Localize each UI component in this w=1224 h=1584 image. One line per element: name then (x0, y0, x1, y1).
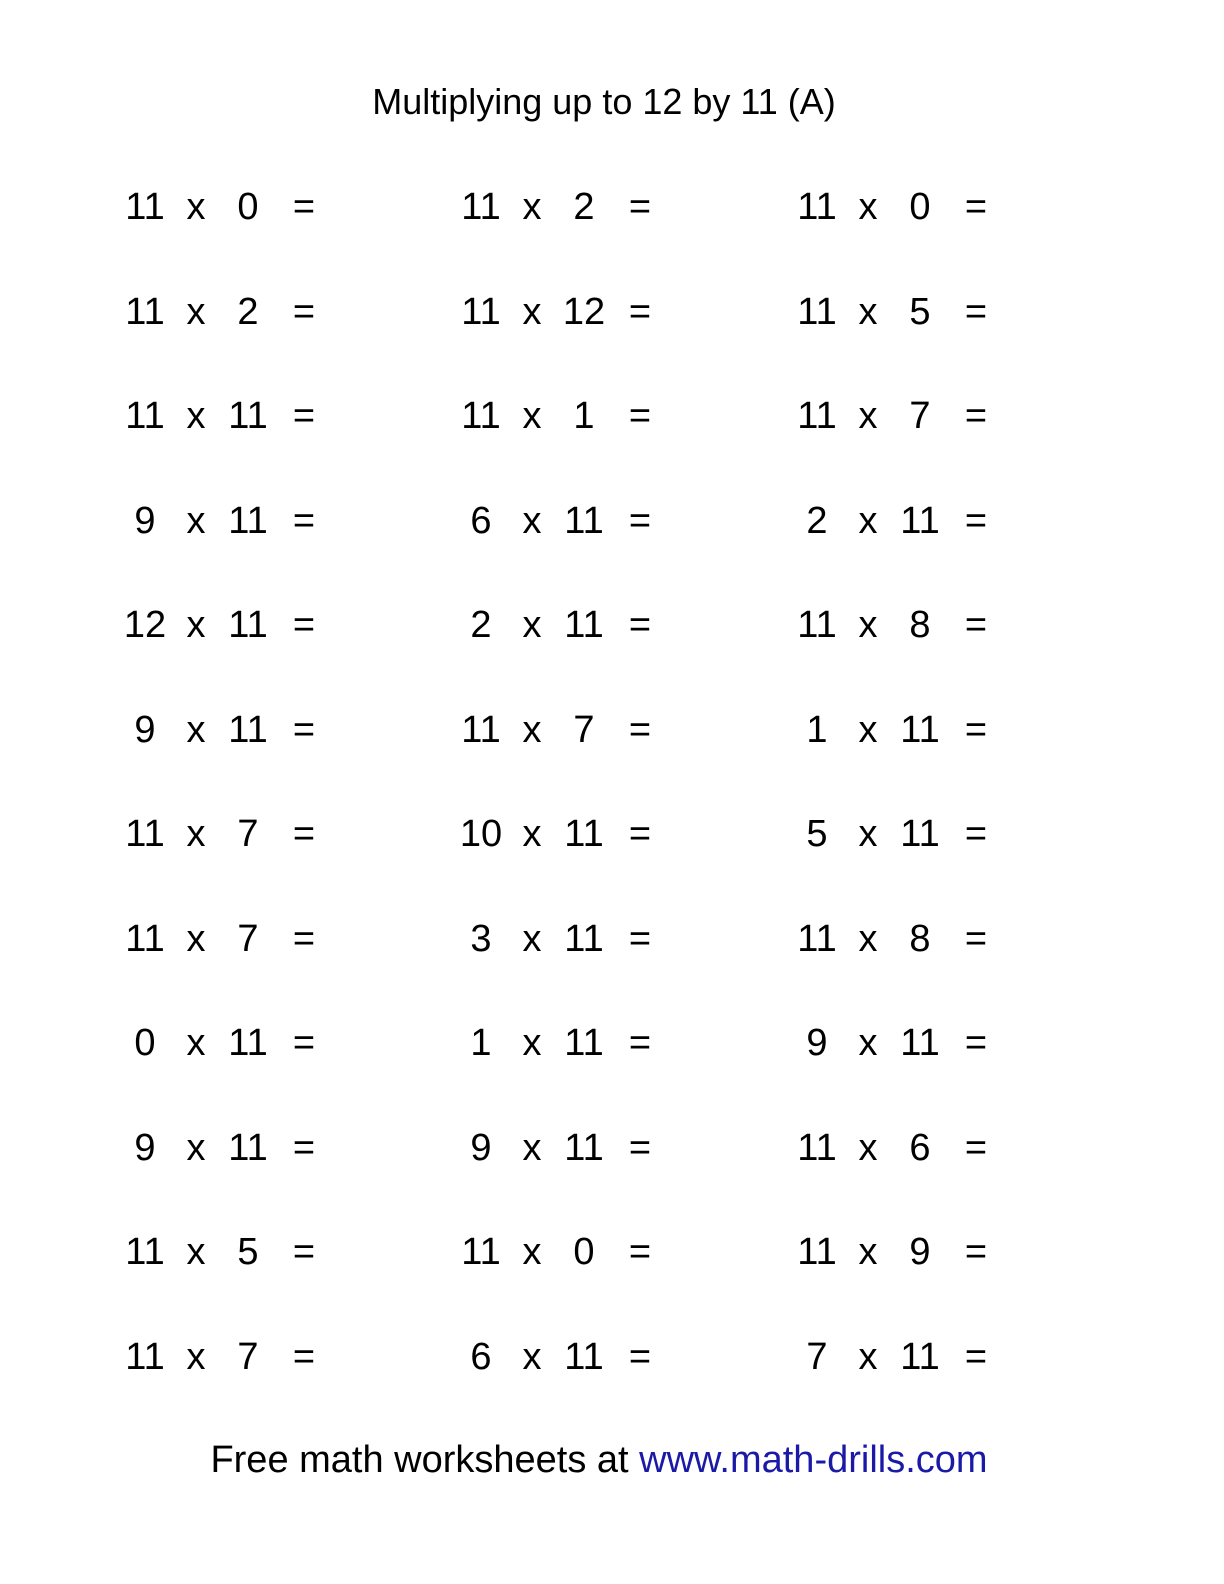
factor-a: 6 (470, 1335, 492, 1378)
factor-b: 1 (573, 395, 595, 437)
factor-a: 11 (125, 917, 165, 960)
equals-sign: = (964, 290, 988, 333)
equals-sign: = (292, 604, 316, 646)
factor-b: 5 (237, 1231, 259, 1273)
equals-sign: = (628, 395, 652, 437)
times-sign: x (858, 1022, 878, 1064)
factor-a: 9 (470, 1126, 492, 1169)
factor-a: 7 (806, 1335, 828, 1378)
times-sign: x (858, 604, 878, 646)
factor-a: 11 (461, 708, 501, 751)
factor-b: 9 (909, 1231, 931, 1273)
equals-sign: = (292, 395, 316, 437)
equals-sign: = (628, 290, 652, 333)
factor-b: 2 (237, 290, 259, 333)
times-sign: x (858, 186, 878, 228)
times-sign: x (186, 395, 206, 437)
times-sign: x (858, 1231, 878, 1273)
equals-sign: = (292, 1231, 316, 1273)
factor-a: 11 (797, 1126, 837, 1169)
factor-b: 11 (228, 604, 268, 646)
times-sign: x (522, 1126, 542, 1169)
times-sign: x (858, 1126, 878, 1169)
factor-b: 8 (909, 604, 931, 646)
factor-a: 3 (470, 917, 492, 960)
factor-a: 12 (123, 604, 167, 646)
equals-sign: = (628, 813, 652, 855)
math-drills-link[interactable]: www.math-drills.com (639, 1439, 988, 1481)
equals-sign: = (292, 1126, 316, 1169)
factor-b: 11 (228, 708, 268, 751)
equals-sign: = (964, 1126, 988, 1169)
equals-sign: = (964, 1022, 988, 1064)
factor-a: 1 (470, 1022, 492, 1064)
problem-row (0, 392, 1224, 497)
factor-a: 11 (125, 1335, 165, 1378)
factor-b: 11 (564, 1126, 604, 1169)
problem-row (0, 915, 1224, 1020)
problem-row (0, 497, 1224, 602)
factor-a: 11 (125, 186, 165, 228)
factor-a: 11 (125, 395, 165, 437)
factor-a: 9 (134, 499, 156, 542)
factor-b: 7 (237, 917, 259, 960)
times-sign: x (186, 186, 206, 228)
factor-b: 11 (900, 708, 940, 751)
times-sign: x (522, 1335, 542, 1378)
factor-b: 11 (228, 499, 268, 542)
factor-a: 11 (797, 290, 837, 333)
problem-row (0, 1124, 1224, 1229)
factor-a: 10 (459, 813, 503, 855)
times-sign: x (858, 499, 878, 542)
equals-sign: = (292, 1335, 316, 1378)
factor-b: 0 (909, 186, 931, 228)
factor-a: 11 (461, 1231, 501, 1273)
times-sign: x (858, 917, 878, 960)
factor-a: 2 (806, 499, 828, 542)
factor-a: 11 (461, 290, 501, 333)
equals-sign: = (292, 1022, 316, 1064)
times-sign: x (186, 813, 206, 855)
times-sign: x (186, 708, 206, 751)
factor-b: 11 (564, 813, 604, 855)
equals-sign: = (628, 917, 652, 960)
times-sign: x (522, 604, 542, 646)
factor-a: 2 (470, 604, 492, 646)
factor-b: 11 (900, 813, 940, 855)
worksheet-title: Multiplying up to 12 by 11 (A) (372, 81, 836, 122)
factor-b: 11 (564, 1022, 604, 1064)
times-sign: x (186, 1335, 206, 1378)
problem-row (0, 601, 1224, 706)
factor-a: 9 (806, 1022, 828, 1064)
equals-sign: = (292, 917, 316, 960)
equals-sign: = (964, 1231, 988, 1273)
problem-row (0, 1228, 1224, 1333)
factor-a: 11 (461, 395, 501, 437)
factor-b: 7 (237, 1335, 259, 1378)
factor-b: 11 (228, 395, 268, 437)
equals-sign: = (628, 604, 652, 646)
times-sign: x (858, 813, 878, 855)
factor-a: 11 (797, 604, 837, 646)
equals-sign: = (964, 499, 988, 542)
factor-a: 6 (470, 499, 492, 542)
times-sign: x (186, 499, 206, 542)
factor-b: 11 (228, 1126, 268, 1169)
equals-sign: = (292, 813, 316, 855)
equals-sign: = (964, 395, 988, 437)
factor-b: 11 (900, 499, 940, 542)
factor-a: 11 (125, 290, 165, 333)
factor-a: 1 (806, 708, 828, 751)
footer-text: Free math worksheets at (210, 1439, 640, 1481)
equals-sign: = (292, 290, 316, 333)
factor-b: 0 (573, 1231, 595, 1273)
factor-a: 11 (797, 186, 837, 228)
equals-sign: = (628, 1335, 652, 1378)
times-sign: x (186, 1022, 206, 1064)
factor-a: 5 (806, 813, 828, 855)
equals-sign: = (628, 1126, 652, 1169)
footer (0, 1436, 1198, 1484)
problem-row (0, 1019, 1224, 1124)
equals-sign: = (964, 708, 988, 751)
factor-b: 11 (564, 604, 604, 646)
equals-sign: = (964, 917, 988, 960)
equals-sign: = (628, 499, 652, 542)
factor-b: 11 (564, 499, 604, 542)
factor-b: 7 (909, 395, 931, 437)
problem-row (0, 288, 1224, 393)
equals-sign: = (964, 186, 988, 228)
problem-grid (0, 183, 1224, 1437)
times-sign: x (522, 1231, 542, 1273)
equals-sign: = (628, 1022, 652, 1064)
factor-b: 7 (573, 708, 595, 751)
equals-sign: = (964, 1335, 988, 1378)
equals-sign: = (292, 708, 316, 751)
times-sign: x (522, 813, 542, 855)
times-sign: x (186, 917, 206, 960)
equals-sign: = (628, 186, 652, 228)
factor-b: 11 (564, 1335, 604, 1378)
factor-b: 11 (228, 1022, 268, 1064)
times-sign: x (186, 290, 206, 333)
times-sign: x (522, 708, 542, 751)
problem-row (0, 810, 1224, 915)
equals-sign: = (292, 186, 316, 228)
factor-b: 5 (909, 290, 931, 333)
factor-a: 0 (134, 1022, 156, 1064)
problem-row (0, 183, 1224, 288)
equals-sign: = (964, 604, 988, 646)
factor-a: 9 (134, 1126, 156, 1169)
factor-b: 7 (237, 813, 259, 855)
times-sign: x (186, 1126, 206, 1169)
problem-row (0, 706, 1224, 811)
factor-a: 11 (797, 1231, 837, 1273)
factor-b: 6 (909, 1126, 931, 1169)
times-sign: x (522, 499, 542, 542)
equals-sign: = (628, 1231, 652, 1273)
factor-b: 11 (900, 1022, 940, 1064)
times-sign: x (186, 1231, 206, 1273)
times-sign: x (522, 186, 542, 228)
times-sign: x (522, 917, 542, 960)
times-sign: x (186, 604, 206, 646)
equals-sign: = (964, 813, 988, 855)
factor-a: 11 (125, 1231, 165, 1273)
times-sign: x (858, 1335, 878, 1378)
times-sign: x (858, 395, 878, 437)
problem-row (0, 1333, 1224, 1438)
factor-a: 11 (797, 395, 837, 437)
times-sign: x (522, 1022, 542, 1064)
equals-sign: = (292, 499, 316, 542)
factor-b: 2 (573, 186, 595, 228)
factor-a: 9 (134, 708, 156, 751)
factor-b: 12 (562, 290, 606, 333)
factor-b: 0 (237, 186, 259, 228)
factor-a: 11 (797, 917, 837, 960)
factor-a: 11 (461, 186, 501, 228)
times-sign: x (522, 395, 542, 437)
times-sign: x (858, 708, 878, 751)
times-sign: x (858, 290, 878, 333)
factor-b: 11 (564, 917, 604, 960)
times-sign: x (522, 290, 542, 333)
equals-sign: = (628, 708, 652, 751)
factor-a: 11 (125, 813, 165, 855)
factor-b: 11 (900, 1335, 940, 1378)
factor-b: 8 (909, 917, 931, 960)
